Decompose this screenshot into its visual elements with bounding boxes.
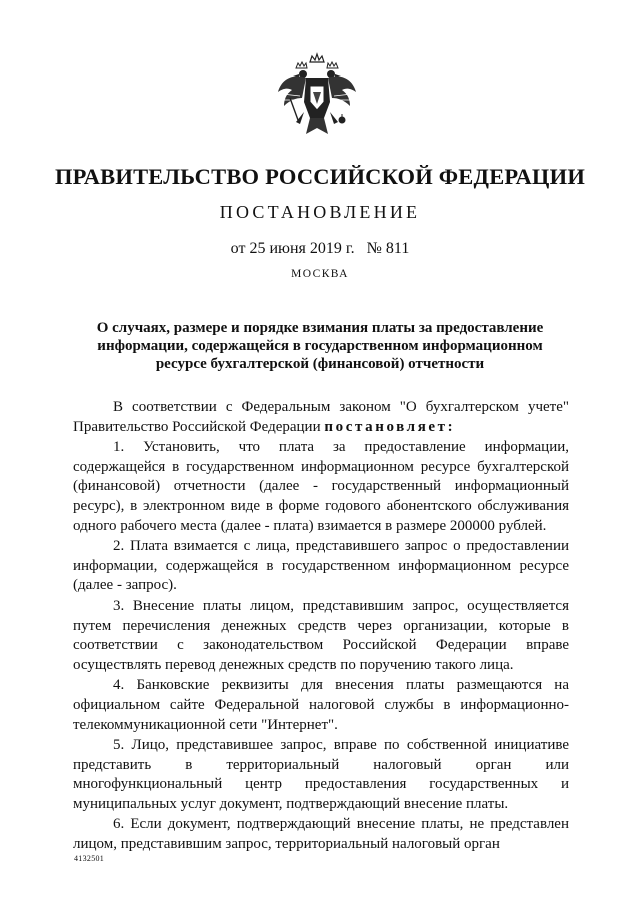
document-date: от 25 июня 2019 г. bbox=[230, 240, 355, 257]
document-type: ПОСТАНОВЛЕНИЕ bbox=[219, 202, 421, 222]
city-label: МОСКВА bbox=[291, 268, 349, 280]
preamble-paragraph bbox=[73, 398, 569, 437]
decree-keyword: постановляет: bbox=[324, 418, 456, 435]
item-paragraph-1: 1. Установить, что плата за предоставление информации, содержащейся в государственном информационном ресурсе бухгалтерской (финансовой) отчетности (далее - государственный информационный ресурс), в электронном виде в форме годового абонентского обслуживания одного рабочего места (далее - плата) взимается в размере 200000 рублей. bbox=[73, 439, 569, 534]
government-title: ПРАВИТЕЛЬСТВО РОССИЙСКОЙ ФЕДЕРАЦИИ bbox=[54, 164, 586, 189]
coat-of-arms-emblem-icon bbox=[272, 52, 362, 146]
document-body bbox=[73, 398, 569, 855]
footer-document-code: 4132501 bbox=[74, 854, 105, 863]
item-paragraph-6: 6. Если документ, подтверждающий внесение платы, не представлен лицом, представившим запрос, территориальный налоговый орган bbox=[73, 816, 569, 853]
document-subject-title: О случаях, размере и порядке взимания платы за предоставление информации, содержащейся в государственном информационном ресурсе бухгалтерской (финансовой) отчетности bbox=[96, 320, 544, 372]
item-paragraph-4: 4. Банковские реквизиты для внесения платы размещаются на официальном сайте Федеральной налоговой службы в информационно-телекоммуникационной сети "Интернет". bbox=[73, 677, 569, 733]
document-number: № 811 bbox=[366, 240, 410, 257]
item-paragraph-5: 5. Лицо, представившее запрос, вправе по собственной инициативе представить в территориальный налоговый орган или многофункциональный центр предоставления государственных и муниципальных услуг документ, подтверждающий внесение платы. bbox=[73, 737, 569, 812]
item-paragraph-3: 3. Внесение платы лицом, представившим запрос, осуществляется путем перечисления денежных средств через организации, которые в соответствии с законодательством Российской Федерации вправе осуществлять перевод денежных средств по поручению такого лица. bbox=[73, 597, 569, 673]
preamble-text: В соответствии с Федеральным законом "О бухгалтерском учете" Правительство Российской Федерации bbox=[73, 399, 569, 435]
item-paragraph-2: 2. Плата взимается с лица, представившего запрос о предоставлении информации, содержащейся в государственном информационном ресурсе (далее - запрос). bbox=[73, 538, 569, 594]
date-number-line bbox=[0, 240, 640, 258]
